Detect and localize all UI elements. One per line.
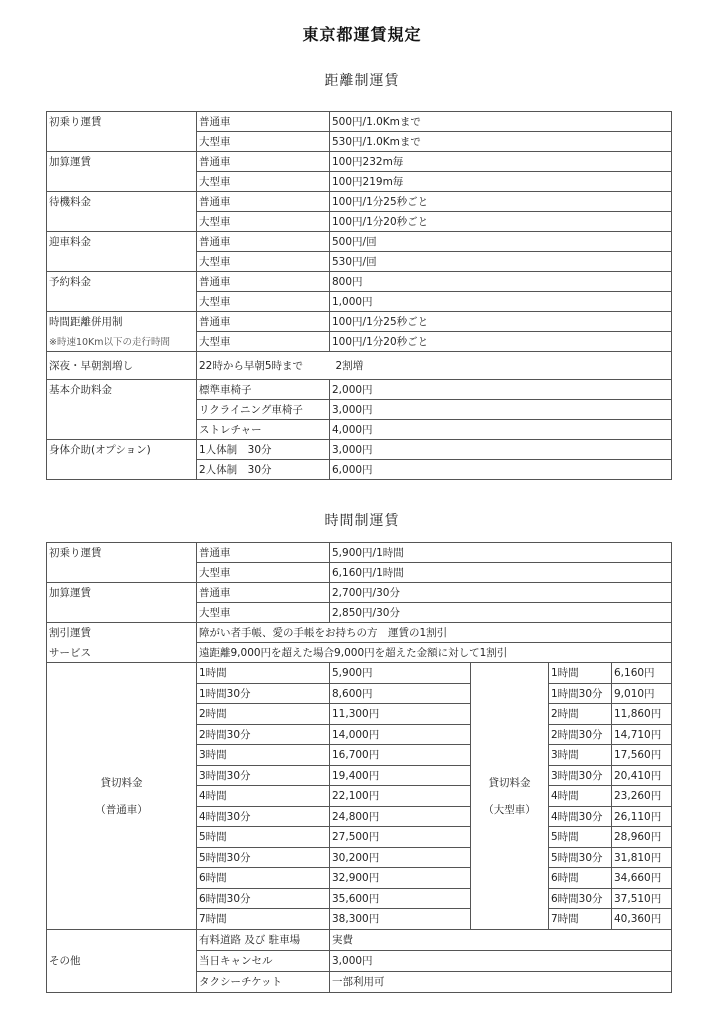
charter-large-label-line1: 貸切料金	[488, 776, 531, 789]
vehicle-type: 大型車	[197, 132, 330, 152]
table-row	[47, 112, 672, 132]
charter-price: 11,860円	[612, 704, 672, 725]
row-label: 予約料金	[47, 272, 197, 292]
charter-price: 27,500円	[330, 827, 471, 848]
fare-value: 100円219m毎	[330, 172, 672, 192]
charter-standard-label	[47, 663, 197, 930]
table-row	[47, 152, 672, 172]
row-label: 加算運賃	[47, 152, 197, 172]
staff-option: 1人体制 30分	[197, 440, 330, 460]
table-row	[47, 292, 672, 312]
fare-value: 100円/1分25秒ごと	[330, 312, 672, 332]
charter-duration: 3時間	[549, 745, 612, 766]
charter-duration: 3時間	[197, 745, 330, 766]
charter-price: 30,200円	[330, 847, 471, 868]
fare-value: 100円232m毎	[330, 152, 672, 172]
charter-duration: 1時間30分	[197, 683, 330, 704]
charter-duration: 7時間	[197, 909, 330, 930]
table-row	[47, 232, 672, 252]
charter-duration: 2時間	[197, 704, 330, 725]
fare-value: 100円/1分25秒ごと	[330, 192, 672, 212]
equipment-type: 標準車椅子	[197, 380, 330, 400]
row-label: 待機料金	[47, 192, 197, 212]
distance-section-heading: 距離制運賃	[324, 73, 400, 89]
vehicle-type: 大型車	[197, 563, 330, 583]
charter-duration: 4時間	[197, 786, 330, 807]
charter-large-label	[471, 663, 549, 930]
fare-value: 2,850円/30分	[330, 603, 672, 623]
charter-duration: 3時間30分	[549, 765, 612, 786]
other-value: 3,000円	[330, 950, 672, 971]
fare-value: 2,700円/30分	[330, 583, 672, 603]
table-row	[47, 352, 672, 380]
charter-duration: 6時間	[549, 868, 612, 889]
vehicle-type: 大型車	[197, 172, 330, 192]
vehicle-type: 大型車	[197, 603, 330, 623]
table-row	[47, 312, 672, 332]
row-label	[47, 252, 197, 272]
vehicle-type: 大型車	[197, 252, 330, 272]
equipment-type: ストレチャー	[197, 420, 330, 440]
charter-price: 35,600円	[330, 888, 471, 909]
charter-price: 6,160円	[612, 663, 672, 684]
vehicle-type: 大型車	[197, 332, 330, 352]
row-label	[47, 400, 197, 420]
fare-value: 3,000円	[330, 400, 672, 420]
charter-price: 24,800円	[330, 806, 471, 827]
row-label: 身体介助(オプション)	[47, 440, 197, 460]
table-row	[47, 440, 672, 460]
fare-value: 530円/1.0Kmまで	[330, 132, 672, 152]
charter-price: 16,700円	[330, 745, 471, 766]
fare-value: 2,000円	[330, 380, 672, 400]
other-item: 有料道路 及び 駐車場	[197, 929, 330, 950]
row-label	[47, 212, 197, 232]
charter-duration: 7時間	[549, 909, 612, 930]
fare-value: 3,000円	[330, 440, 672, 460]
fare-value: 4,000円	[330, 420, 672, 440]
charter-duration: 5時間30分	[549, 847, 612, 868]
charter-price: 14,710円	[612, 724, 672, 745]
table-row	[47, 172, 672, 192]
vehicle-type: 普通車	[197, 152, 330, 172]
table-row	[47, 929, 672, 950]
fare-value: 6,160円/1時間	[330, 563, 672, 583]
table-row	[47, 543, 672, 563]
charter-price: 28,960円	[612, 827, 672, 848]
table-row	[47, 332, 672, 352]
vehicle-type: 普通車	[197, 192, 330, 212]
row-label: 深夜・早朝割増し	[47, 352, 197, 380]
distance-fare-table	[46, 111, 672, 480]
other-item: 当日キャンセル	[197, 950, 330, 971]
row-label	[47, 563, 197, 583]
service-label: サービス	[47, 643, 197, 663]
charter-duration: 1時間30分	[549, 683, 612, 704]
time-range: 22時から早朝5時まで	[197, 352, 330, 380]
charter-price: 31,810円	[612, 847, 672, 868]
vehicle-type: 普通車	[197, 112, 330, 132]
charter-duration: 1時間	[549, 663, 612, 684]
charter-duration: 2時間30分	[197, 724, 330, 745]
charter-standard-label-line1: 貸切料金	[100, 776, 143, 789]
other-item: タクシーチケット	[197, 971, 330, 992]
table-row	[47, 400, 672, 420]
charter-duration: 3時間30分	[197, 765, 330, 786]
row-label	[47, 132, 197, 152]
row-note: ※時速10Km以下の走行時間	[47, 332, 197, 352]
charter-duration: 5時間	[549, 827, 612, 848]
vehicle-type: 普通車	[197, 312, 330, 332]
other-value: 実費	[330, 929, 672, 950]
table-row	[47, 603, 672, 623]
charter-duration: 5時間	[197, 827, 330, 848]
vehicle-type: 普通車	[197, 232, 330, 252]
charter-duration: 5時間30分	[197, 847, 330, 868]
time-section-heading: 時間制運賃	[324, 513, 400, 529]
charter-price: 20,410円	[612, 765, 672, 786]
fare-value: 530円/回	[330, 252, 672, 272]
charter-price: 8,600円	[330, 683, 471, 704]
row-label	[47, 172, 197, 192]
table-row	[47, 460, 672, 480]
row-label: 迎車料金	[47, 232, 197, 252]
table-row	[47, 623, 672, 643]
discount-label: 割引運賃	[47, 623, 197, 643]
row-label: 加算運賃	[47, 583, 197, 603]
charter-duration: 1時間	[197, 663, 330, 684]
charter-duration: 6時間	[197, 868, 330, 889]
page-title: 東京都運賃規定	[302, 25, 422, 44]
charter-duration: 4時間30分	[549, 806, 612, 827]
table-row	[47, 272, 672, 292]
vehicle-type: 普通車	[197, 272, 330, 292]
charter-price: 38,300円	[330, 909, 471, 930]
charter-duration: 6時間30分	[197, 888, 330, 909]
charter-price: 34,660円	[612, 868, 672, 889]
fare-value: 1,000円	[330, 292, 672, 312]
table-row	[47, 192, 672, 212]
vehicle-type: 大型車	[197, 292, 330, 312]
fare-value: 100円/1分20秒ごと	[330, 212, 672, 232]
table-row	[47, 420, 672, 440]
row-label: 時間距離併用制	[47, 312, 197, 332]
row-label	[47, 420, 197, 440]
charter-price: 14,000円	[330, 724, 471, 745]
table-row	[47, 252, 672, 272]
vehicle-type: 普通車	[197, 583, 330, 603]
table-row	[47, 583, 672, 603]
fare-value: 5,900円/1時間	[330, 543, 672, 563]
fare-value: 500円/回	[330, 232, 672, 252]
fare-value: 6,000円	[330, 460, 672, 480]
charter-duration: 6時間30分	[549, 888, 612, 909]
fare-value: 500円/1.0Kmまで	[330, 112, 672, 132]
fare-value: 800円	[330, 272, 672, 292]
table-row	[47, 212, 672, 232]
row-label: 基本介助料金	[47, 380, 197, 400]
charter-price: 11,300円	[330, 704, 471, 725]
charter-price: 32,900円	[330, 868, 471, 889]
table-row	[47, 132, 672, 152]
charter-duration: 2時間	[549, 704, 612, 725]
charter-price: 23,260円	[612, 786, 672, 807]
charter-price: 19,400円	[330, 765, 471, 786]
charter-price: 37,510円	[612, 888, 672, 909]
row-label	[47, 460, 197, 480]
charter-large-label-line2: （大型車）	[483, 803, 536, 816]
staff-option: 2人体制 30分	[197, 460, 330, 480]
charter-duration: 2時間30分	[549, 724, 612, 745]
charter-price: 9,010円	[612, 683, 672, 704]
table-row	[47, 663, 672, 684]
charter-duration: 4時間30分	[197, 806, 330, 827]
row-label	[47, 292, 197, 312]
table-row	[47, 563, 672, 583]
row-label	[47, 603, 197, 623]
service-text: 遠距離9,000円を超えた場合9,000円を超えた金額に対して1割引	[197, 643, 672, 663]
charter-price: 5,900円	[330, 663, 471, 684]
vehicle-type: 普通車	[197, 543, 330, 563]
charter-standard-label-line2: （普通車）	[95, 803, 148, 816]
charter-duration: 4時間	[549, 786, 612, 807]
table-row	[47, 380, 672, 400]
charter-price: 40,360円	[612, 909, 672, 930]
equipment-type: リクライニング車椅子	[197, 400, 330, 420]
charter-price: 22,100円	[330, 786, 471, 807]
discount-text: 障がい者手帳、愛の手帳をお持ちの方 運賃の1割引	[197, 623, 672, 643]
row-label: 初乗り運賃	[47, 543, 197, 563]
charter-price: 26,110円	[612, 806, 672, 827]
time-fare-table	[46, 542, 672, 993]
row-label: 初乗り運賃	[47, 112, 197, 132]
table-row	[47, 643, 672, 663]
other-value: 一部利用可	[330, 971, 672, 992]
fare-value: 100円/1分20秒ごと	[330, 332, 672, 352]
charter-price: 17,560円	[612, 745, 672, 766]
vehicle-type: 大型車	[197, 212, 330, 232]
fare-value: 2割増	[330, 352, 672, 380]
other-label: その他	[47, 929, 197, 992]
